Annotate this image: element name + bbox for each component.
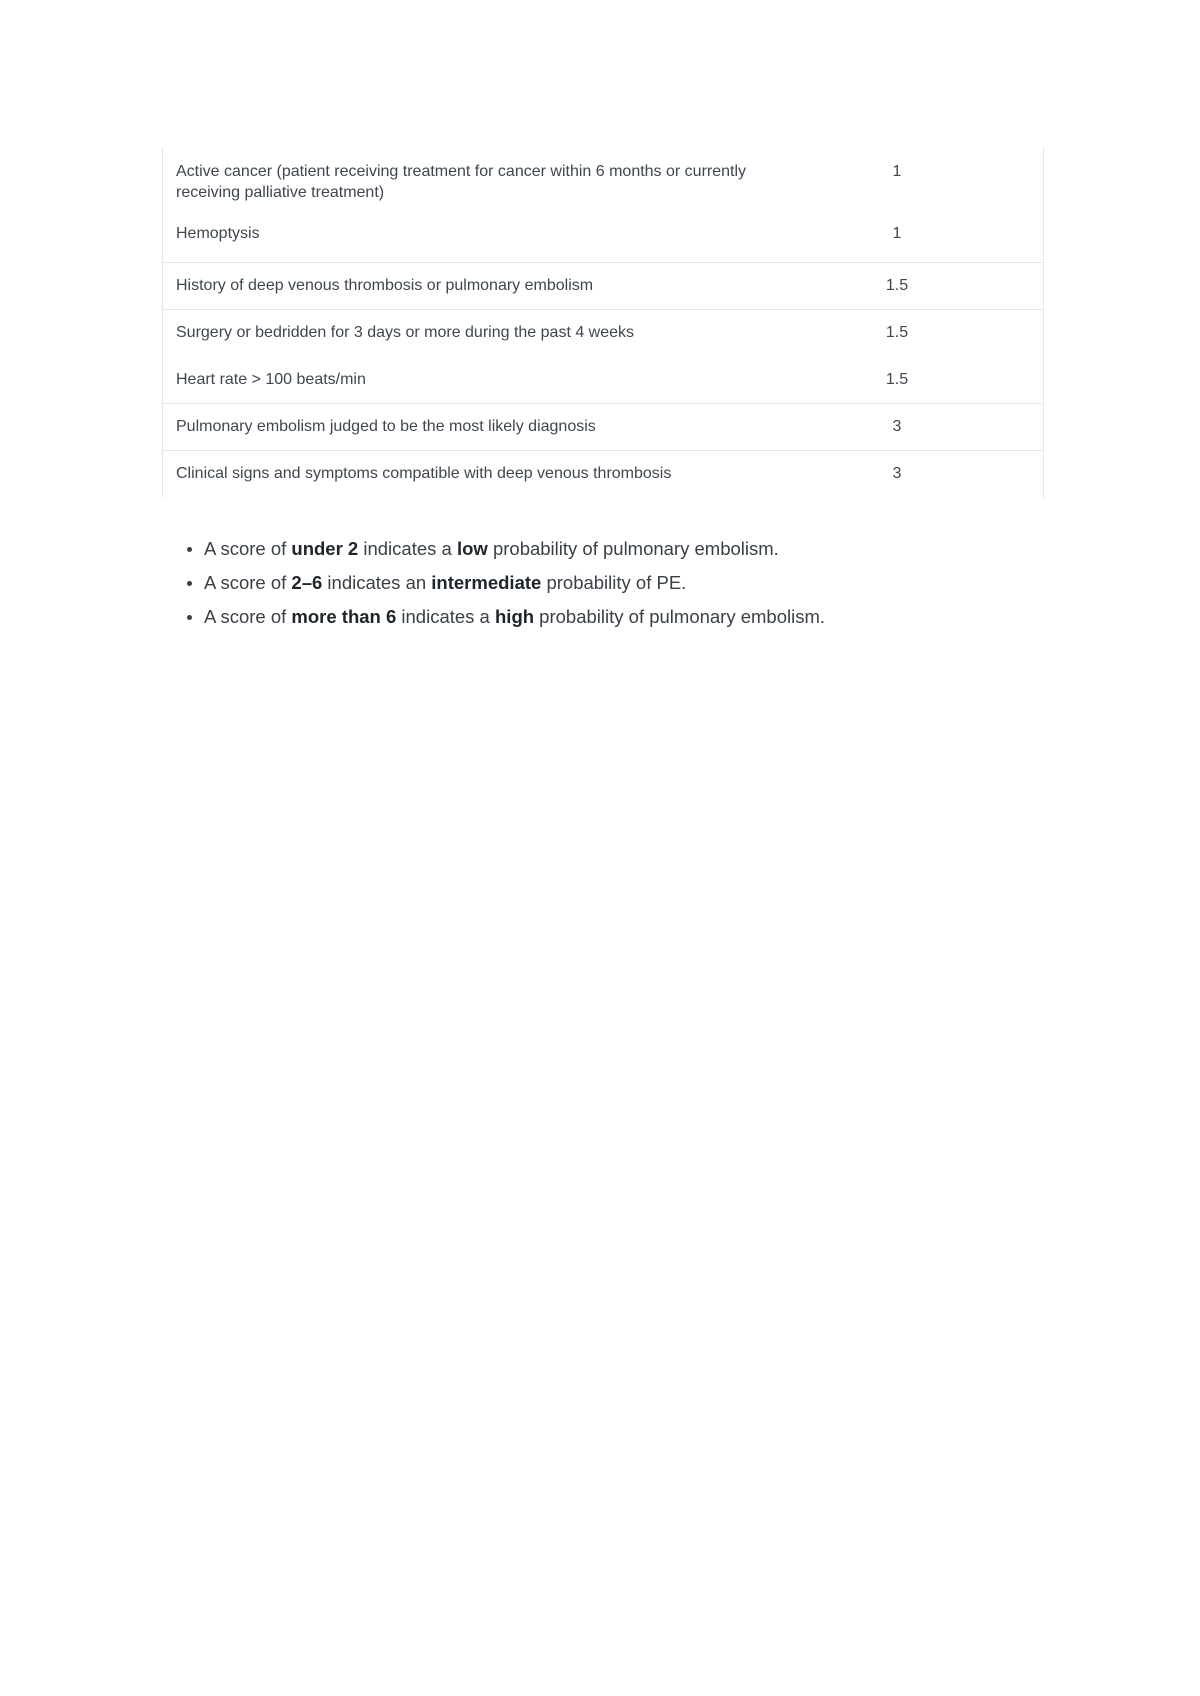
wells-criteria-table: [162, 147, 1044, 498]
criterion-cell: Clinical signs and symptoms compatible with deep venous thrombosis: [176, 465, 672, 482]
points-cell: 1: [892, 163, 902, 180]
points-cell: 1.5: [885, 371, 909, 388]
points-cell: 1.5: [885, 324, 909, 341]
criterion-cell: Active cancer (patient receiving treatment for cancer within 6 months or currently receiving palliative treatment): [176, 163, 747, 201]
list-item: A score of more than 6 indicates a high probability of pulmonary embolism.: [186, 602, 825, 636]
table-row: [163, 451, 1043, 498]
score-interpretation-list: [186, 534, 825, 636]
criterion-cell: History of deep venous thrombosis or pulmonary embolism: [176, 277, 594, 294]
table-row: [163, 215, 1043, 263]
table-row: [163, 310, 1043, 357]
list-item: A score of under 2 indicates a low probability of pulmonary embolism.: [186, 534, 825, 568]
criterion-cell: Pulmonary embolism judged to be the most likely diagnosis: [176, 418, 596, 435]
list-item: A score of 2–6 indicates an intermediate probability of PE.: [186, 568, 825, 602]
points-cell: 1: [892, 225, 902, 242]
criterion-cell: Heart rate > 100 beats/min: [176, 371, 366, 388]
table-row: [163, 263, 1043, 310]
points-cell: 3: [892, 465, 902, 482]
table-row: [163, 357, 1043, 404]
points-cell: 3: [892, 418, 902, 435]
criterion-cell: Hemoptysis: [176, 225, 260, 242]
table-row: [163, 147, 1043, 215]
points-cell: 1.5: [885, 277, 909, 294]
table-row: [163, 404, 1043, 451]
criterion-cell: Surgery or bedridden for 3 days or more during the past 4 weeks: [176, 324, 635, 341]
